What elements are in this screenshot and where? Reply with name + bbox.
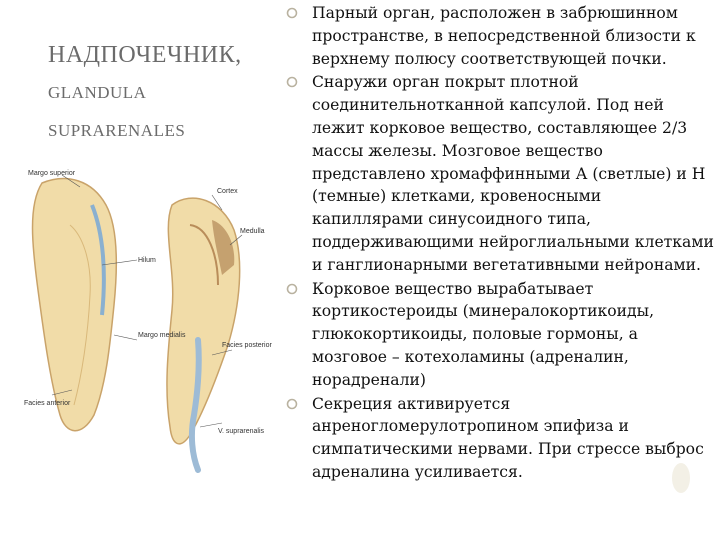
ring-bullet-icon xyxy=(286,76,298,88)
label-hilum: Hilum xyxy=(138,257,156,264)
bullet-item xyxy=(282,278,714,392)
label-margo-superior: Margo superior xyxy=(28,170,76,177)
label-medulla: Medulla xyxy=(240,228,265,235)
label-v-suprarenalis: V. suprarenalis xyxy=(218,428,265,435)
ring-bullet-icon xyxy=(286,283,298,295)
bullet-text: Секреция активируется анреногломерулотропином эпифиза и симпатическими нервами. При стрессе выброс адреналина усиливается. xyxy=(312,394,704,481)
label-cortex: Cortex xyxy=(217,188,238,195)
bullet-item xyxy=(282,393,714,484)
ring-bullet-icon xyxy=(286,398,298,410)
label-facies-anterior: Facies anterior xyxy=(24,400,71,407)
ring-bullet-icon xyxy=(286,7,298,19)
bullet-text: Парный орган, расположен в забрюшинном пространстве, в непосредственной близости к верхнему полюсу соответствующей почки. xyxy=(312,4,696,68)
bullet-item xyxy=(282,71,714,276)
label-margo-medialis: Margo medialis xyxy=(138,332,186,339)
label-facies-posterior: Facies posterior xyxy=(222,342,272,349)
slide-title xyxy=(48,36,278,150)
decorative-dot xyxy=(672,463,690,493)
gland-right-shape xyxy=(167,198,240,444)
bullet-text: Корковое вещество вырабатывает кортикостероиды (минералокортикоиды, глюкокортикоиды, половые гормоны, а мозговое – котехоламины (адреналин, норадренали) xyxy=(312,279,655,389)
adrenal-gland-illustration xyxy=(22,165,280,535)
title-line-1: НАДПОЧЕЧНИК, xyxy=(48,42,242,68)
title-line-3: SUPRARENALES xyxy=(48,121,186,140)
bullet-item xyxy=(282,2,714,70)
bullet-list xyxy=(282,2,714,485)
bullet-text: Снаружи орган покрыт плотной соединительнотканной капсулой. Под ней лежит корковое вещество, составляющее 2/3 массы железы. Мозговое вещество представлено хромаффинными А (светлые) и Н (темные) клетками, кровеносными капиллярами синусоидного типа, поддерживающими нейроглиальными клетками и ганглионарными вегетативными нейронами. xyxy=(312,73,714,274)
title-line-2: GLANDULA xyxy=(48,83,147,102)
